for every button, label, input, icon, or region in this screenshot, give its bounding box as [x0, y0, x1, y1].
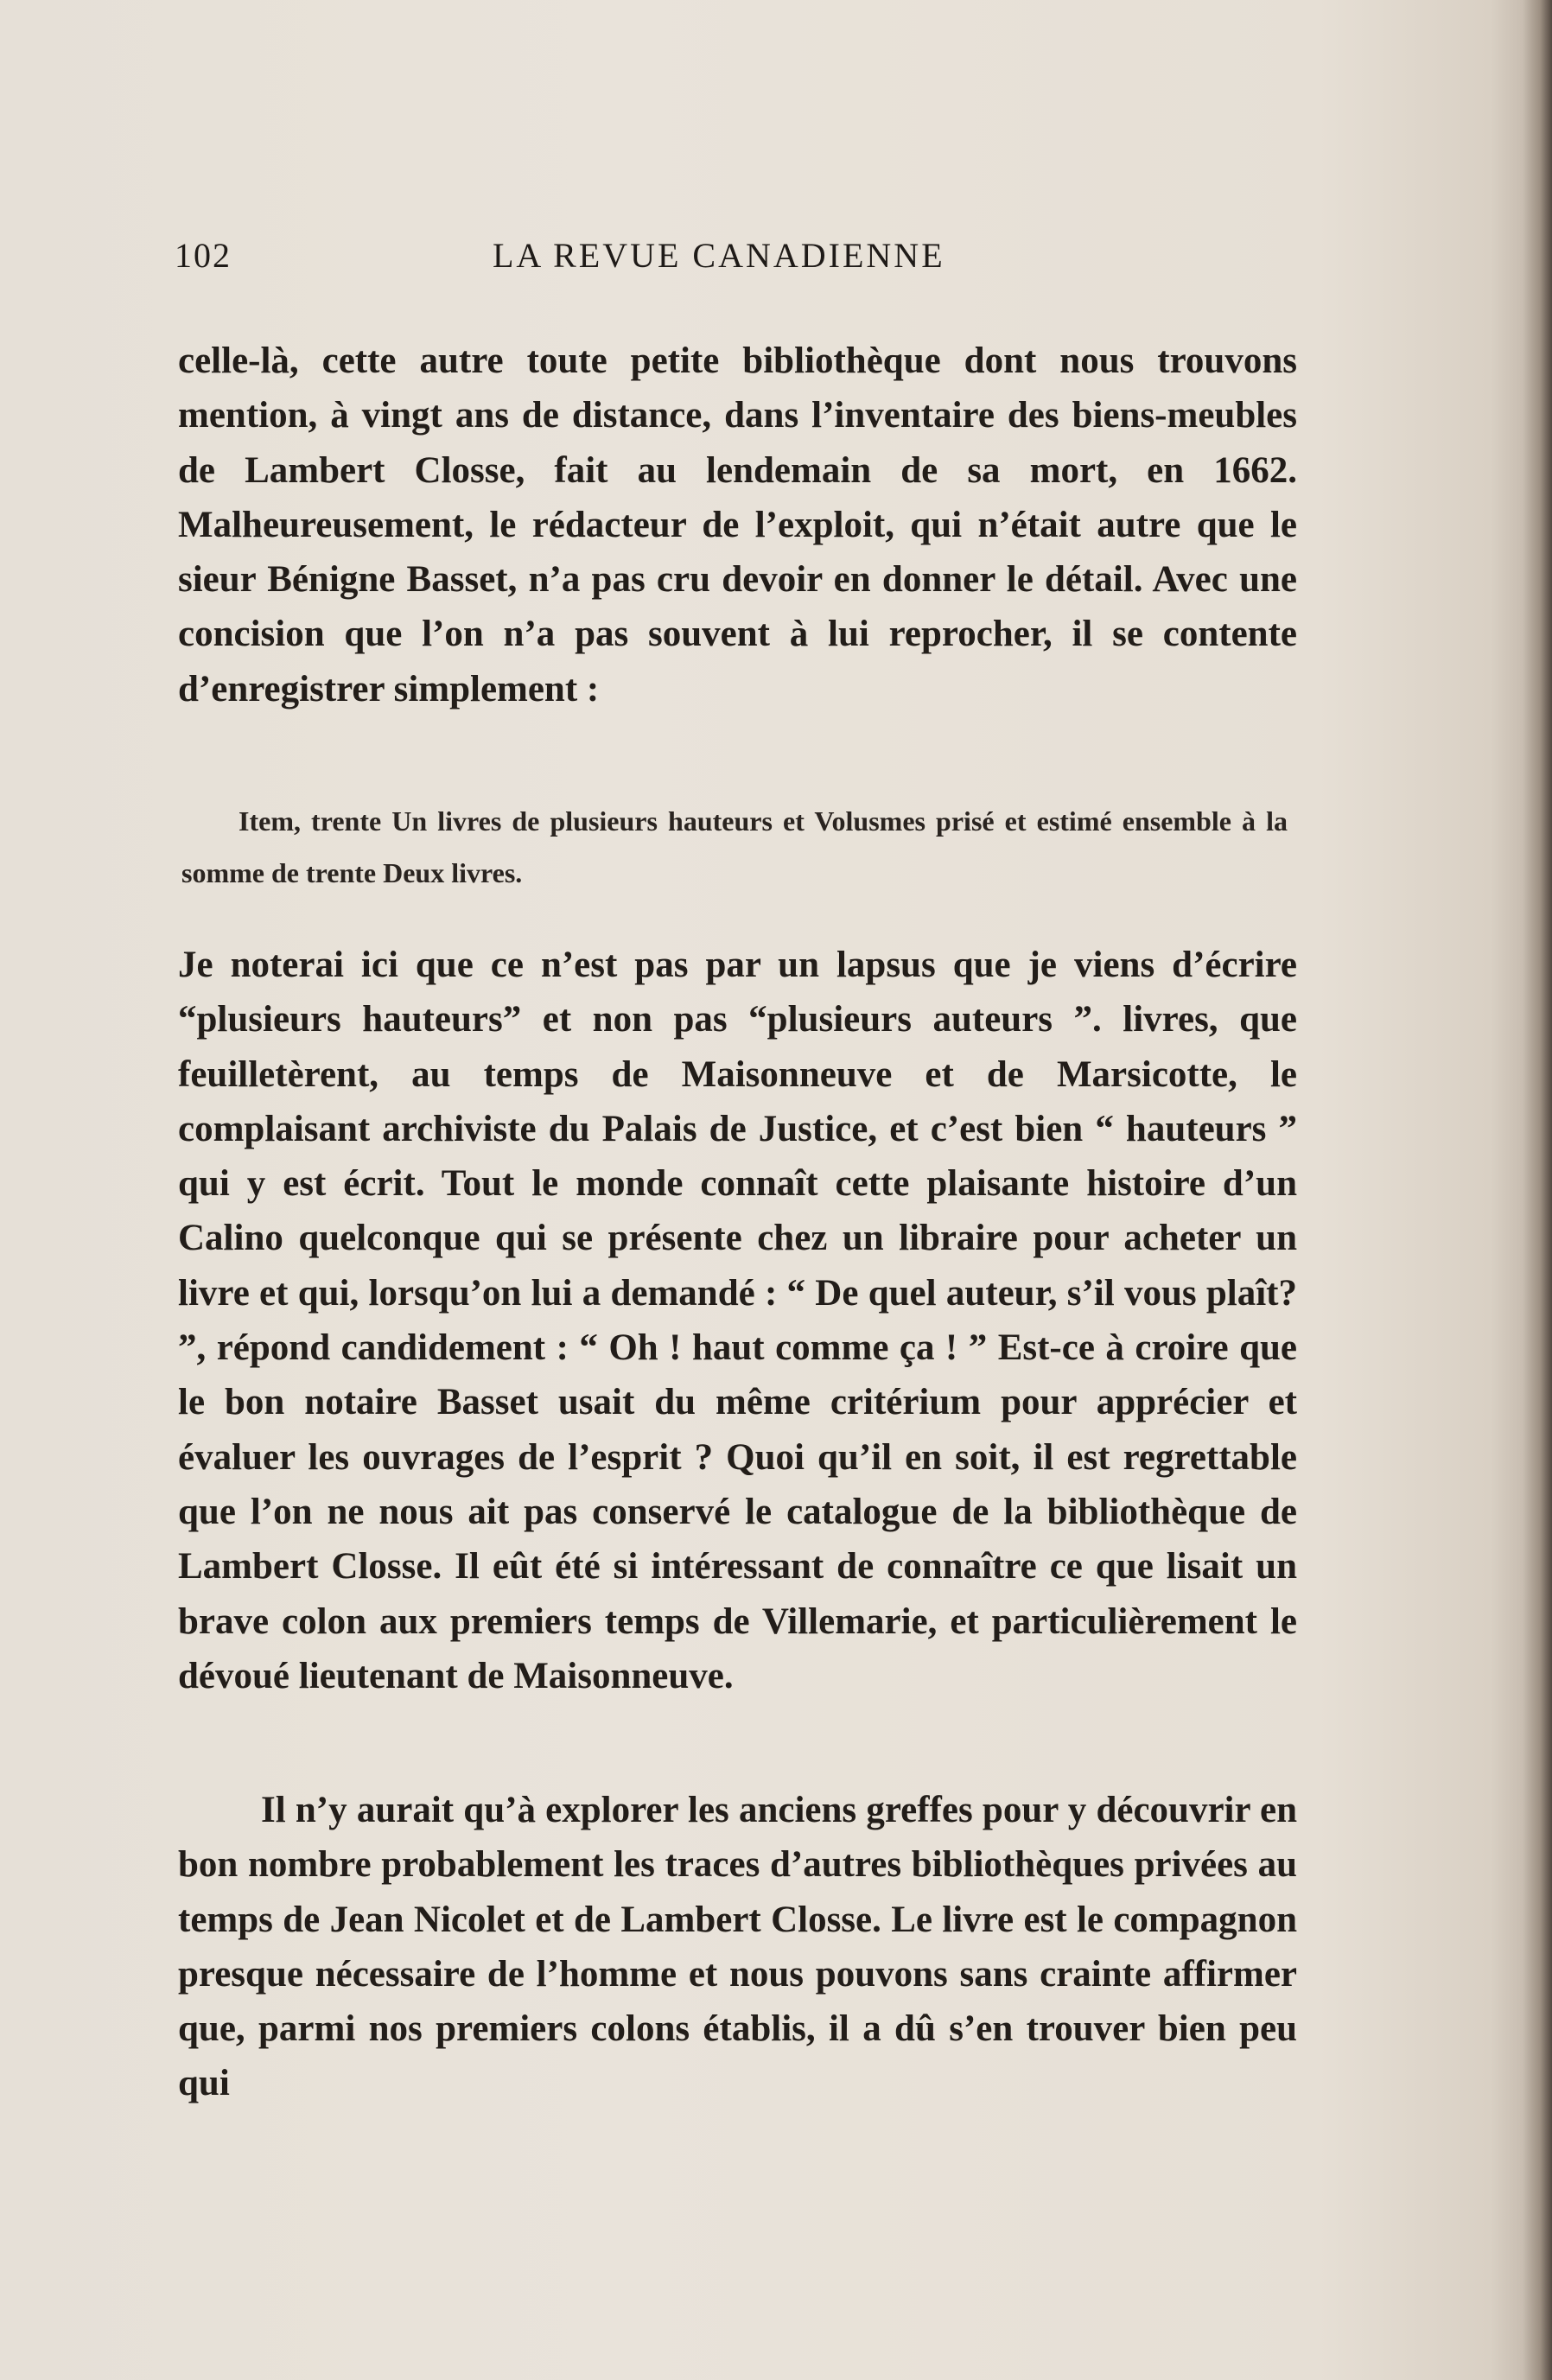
- block-quotation: Item, trente Un livres de plusieurs hauteurs et Volusmes prisé et estimé ensemble à la somme de trente Deux livres.: [181, 805, 1288, 888]
- running-title: LA REVUE CANADIENNE: [493, 236, 945, 275]
- paragraph-3: Il n’y aurait qu’à explorer les anciens greffes pour y découvrir en bon nombre probablement les traces d’autres bibliothèques privées au temps de Jean Nicolet et de Lambert Closse. Le livre est le compagnon presque nécessaire de l’homme et nous pouvons sans crainte affirmer que, parmi nos premiers colons établis, il a dû s’en trouver bien peu qui: [178, 1790, 1297, 2104]
- paragraph-2: Je noterai ici que ce n’est pas par un lapsus que je viens d’écrire “plusieurs hauteurs” et non pas “plusieurs auteurs ”. livres, que feuilletèrent, au temps de Maisonneuve et de Marsicotte, le complaisant archiviste du Palais de Justice, et c’est bien “ hauteurs ” qui y est écrit. Tout le monde connaît cette plaisante histoire d’un Calino quelconque qui se présente chez un libraire pour acheter un livre et qui, lorsqu’on lui a demandé : “ De quel auteur, s’il vous plaît? ”, répond candidement : “ Oh ! haut comme ça ! ” Est-ce à croire que le bon notaire Basset usait du même critérium pour apprécier et évaluer les ouvrages de l’esprit ? Quoi qu’il en soit, il est regrettable que l’on ne nous ait pas conservé le catalogue de la bibliothèque de Lambert Closse. Il eût été si intéressant de connaître ce que lisait un brave colon aux premiers temps de Villemarie, et particulièrement le dévoué lieutenant de Maisonneuve.: [178, 945, 1297, 1696]
- page-number: 102: [175, 236, 232, 275]
- page-header: [175, 235, 1298, 287]
- page-binding-edge: [1523, 0, 1552, 2380]
- paragraph-1: celle-là, cette autre toute petite bibliothèque dont nous trouvons mention, à vingt ans de distance, dans l’inventaire des biens-meubles de Lambert Closse, fait au lendemain de sa mort, en 1662. Malheureusement, le rédacteur de l’exploit, qui n’était autre que le sieur Bénigne Basset, n’a pas cru devoir en donner le détail. Avec une concision que l’on n’a pas souvent à lui reprocher, il se contente d’enregistrer simplement :: [178, 340, 1297, 710]
